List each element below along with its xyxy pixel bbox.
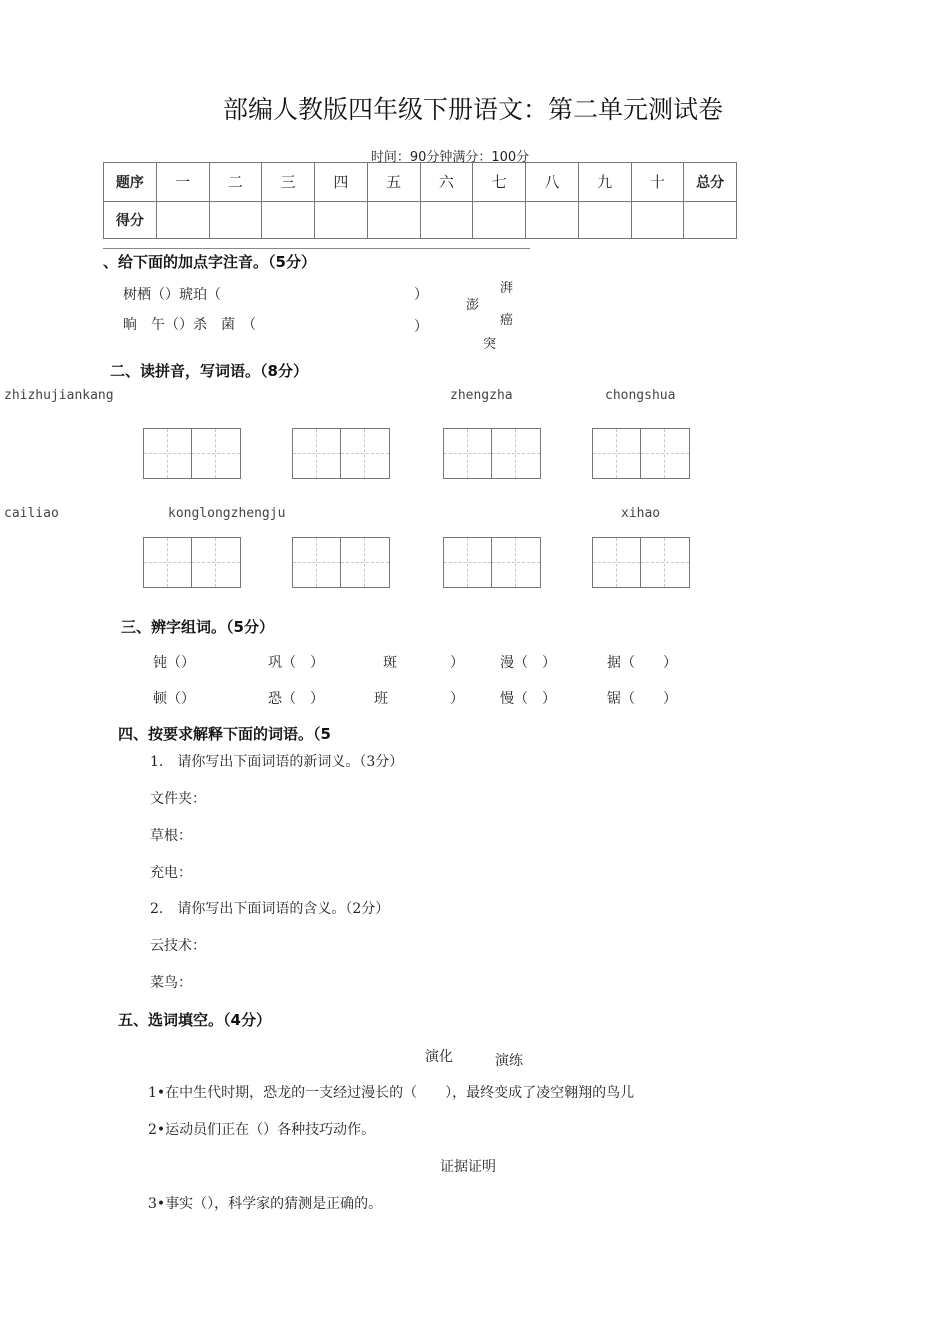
s1-line1-close: ） bbox=[414, 287, 428, 303]
s1-line2-close: ） bbox=[414, 319, 428, 335]
section-5-heading: 五、选词填空。（4分） bbox=[118, 1011, 271, 1029]
s3-r1-c4: ） bbox=[450, 655, 464, 671]
score-header-cell: 九 bbox=[578, 163, 631, 202]
s4-word-4: 云技术： bbox=[150, 938, 206, 954]
score-cell bbox=[420, 201, 473, 238]
s1-line1-text: 树栖（）琥珀（ bbox=[123, 287, 221, 303]
pinyin-5: konglongzhengju bbox=[168, 506, 286, 521]
pinyin-4: cailiao bbox=[4, 506, 59, 521]
score-header-cell: 五 bbox=[367, 163, 420, 202]
grid-guide-line bbox=[593, 562, 640, 563]
writing-grid-box bbox=[143, 537, 241, 588]
score-header-cell: 十 bbox=[631, 163, 684, 202]
exam-info: 时间：90分钟满分：100分 bbox=[370, 150, 530, 165]
s4-word-5: 菜鸟： bbox=[150, 975, 192, 991]
writing-grid-cell bbox=[341, 429, 389, 478]
grid-guide-line bbox=[444, 453, 491, 454]
s3-r2-c2: 恐（ ） bbox=[268, 691, 324, 707]
grid-guide-line bbox=[593, 453, 640, 454]
score-cell bbox=[262, 201, 315, 238]
section-2-heading: 二、读拼音，写词语。（8分） bbox=[110, 362, 308, 380]
score-header-cell: 七 bbox=[473, 163, 526, 202]
s1-line2-text: 晌 午（）杀 菌 （ bbox=[123, 317, 256, 333]
divider bbox=[103, 248, 530, 249]
score-cell bbox=[631, 201, 684, 238]
writing-grid-cell bbox=[293, 429, 341, 478]
s3-r2-c3: 班 bbox=[374, 691, 388, 707]
s5-choice-1a: 演化 bbox=[425, 1049, 453, 1065]
score-row-label: 得分 bbox=[104, 201, 157, 238]
page-title: 部编人教版四年级下册语文：第二单元测试卷 bbox=[222, 95, 723, 124]
s3-r1-c5: 漫（ ） bbox=[500, 655, 556, 671]
score-cell bbox=[367, 201, 420, 238]
s4-question-2: 2. 请你写出下面词语的含义。（2分） bbox=[150, 901, 390, 917]
grid-guide-line bbox=[492, 562, 540, 563]
writing-grid-cell bbox=[293, 538, 341, 587]
grid-guide-line bbox=[192, 453, 240, 454]
grid-guide-line bbox=[444, 562, 491, 563]
section-4-heading: 四、按要求解释下面的词语。（5 bbox=[118, 725, 331, 743]
section-1-heading: 、给下面的加点字注音。（5分） bbox=[103, 253, 316, 271]
score-header-cell: 八 bbox=[526, 163, 579, 202]
score-header-cell: 二 bbox=[209, 163, 262, 202]
s5-question-3: 3•事实（），科学家的猜测是正确的。 bbox=[148, 1196, 383, 1212]
score-cell bbox=[315, 201, 368, 238]
pinyin-1: zhizhujiankang bbox=[4, 388, 114, 403]
score-header-cell: 六 bbox=[420, 163, 473, 202]
s3-r1-c3: 斑 bbox=[383, 655, 397, 671]
writing-grid-box bbox=[592, 428, 690, 479]
grid-guide-line bbox=[192, 562, 240, 563]
s1-side-char-4: 突 bbox=[483, 337, 497, 352]
s3-r2-c6: 锯（ ） bbox=[607, 691, 677, 707]
score-cell bbox=[209, 201, 262, 238]
writing-grid-cell bbox=[192, 429, 240, 478]
score-header-cell: 三 bbox=[262, 163, 315, 202]
score-cell bbox=[684, 201, 737, 238]
writing-grid-box bbox=[592, 537, 690, 588]
score-cell bbox=[578, 201, 631, 238]
score-header-cell: 总分 bbox=[684, 163, 737, 202]
writing-grid-cell bbox=[593, 538, 641, 587]
s3-r1-c2: 巩（ ） bbox=[268, 655, 324, 671]
grid-guide-line bbox=[492, 453, 540, 454]
s3-r1-c6: 据（ ） bbox=[607, 655, 677, 671]
s4-word-3: 充电： bbox=[150, 865, 192, 881]
score-header-cell: 四 bbox=[315, 163, 368, 202]
s5-choice-1b: 演练 bbox=[495, 1053, 523, 1069]
writing-grid-cell bbox=[444, 429, 492, 478]
score-cell bbox=[526, 201, 579, 238]
score-table-score-row bbox=[104, 201, 737, 238]
writing-grid-cell bbox=[641, 538, 689, 587]
score-header-cell: 一 bbox=[156, 163, 209, 202]
score-cell bbox=[156, 201, 209, 238]
writing-grid-cell bbox=[192, 538, 240, 587]
s5-question-2: 2•运动员们正在（）各种技巧动作。 bbox=[148, 1122, 376, 1138]
s1-side-char-1: 澎 bbox=[466, 298, 480, 313]
writing-grid-box bbox=[443, 537, 541, 588]
writing-grid-cell bbox=[144, 429, 192, 478]
score-table-header-row bbox=[104, 163, 737, 202]
s4-word-2: 草根： bbox=[150, 828, 192, 844]
s1-side-char-3: 癌 bbox=[500, 313, 514, 328]
writing-grid-cell bbox=[641, 429, 689, 478]
grid-guide-line bbox=[144, 453, 191, 454]
writing-grid-box bbox=[443, 428, 541, 479]
s4-word-1: 文件夹： bbox=[150, 791, 206, 807]
score-table bbox=[103, 162, 737, 239]
writing-grid-box bbox=[292, 537, 390, 588]
s3-r1-c1: 钝（） bbox=[153, 655, 195, 671]
s3-r2-c5: 慢（ ） bbox=[500, 691, 556, 707]
writing-grid-box bbox=[292, 428, 390, 479]
score-cell bbox=[473, 201, 526, 238]
writing-grid-cell bbox=[492, 429, 540, 478]
pinyin-2: zhengzha bbox=[450, 388, 513, 403]
score-header-cell: 题序 bbox=[104, 163, 157, 202]
writing-grid-cell bbox=[341, 538, 389, 587]
writing-grid-cell bbox=[144, 538, 192, 587]
grid-guide-line bbox=[641, 562, 689, 563]
section-3-heading: 三、辨字组词。（5分） bbox=[121, 618, 274, 636]
s3-r2-c4: ） bbox=[450, 691, 464, 707]
s5-choice-2: 证据证明 bbox=[440, 1159, 496, 1175]
grid-guide-line bbox=[641, 453, 689, 454]
writing-grid-cell bbox=[492, 538, 540, 587]
grid-guide-line bbox=[293, 453, 340, 454]
s1-side-char-2: 湃 bbox=[500, 281, 514, 296]
grid-guide-line bbox=[293, 562, 340, 563]
s5-question-1: 1•在中生代时期，恐龙的一支经过漫长的（ ），最终变成了凌空翱翔的鸟儿 bbox=[148, 1085, 635, 1101]
s3-r2-c1: 顿（） bbox=[153, 691, 195, 707]
writing-grid-cell bbox=[593, 429, 641, 478]
s4-question-1: 1. 请你写出下面词语的新词义。（3分） bbox=[150, 754, 404, 770]
grid-guide-line bbox=[144, 562, 191, 563]
pinyin-6: xihao bbox=[621, 506, 661, 521]
pinyin-3: chongshua bbox=[605, 388, 676, 403]
writing-grid-box bbox=[143, 428, 241, 479]
grid-guide-line bbox=[341, 562, 389, 563]
writing-grid-cell bbox=[444, 538, 492, 587]
grid-guide-line bbox=[341, 453, 389, 454]
